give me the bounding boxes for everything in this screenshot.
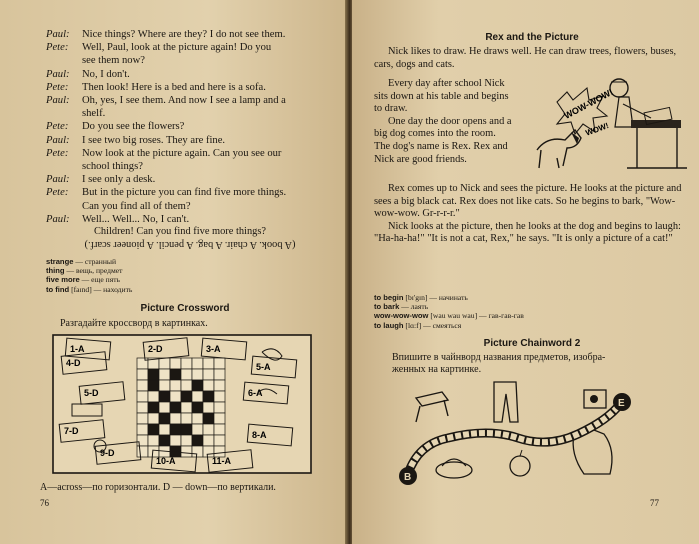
- dialogue-row: [46, 68, 336, 81]
- story-intro: [374, 46, 688, 71]
- speaker: Paul:: [46, 68, 70, 80]
- speaker: Pete:: [46, 147, 69, 159]
- vocab-list-right: [374, 293, 524, 330]
- vocab-item: to begin [bɪ'gɪn] — начинать: [374, 293, 468, 302]
- vocab-list-left: [46, 257, 132, 294]
- clue-label: 11-A: [212, 456, 232, 466]
- line-text: Do you see the flowers?: [82, 121, 185, 133]
- dialogue-row: [46, 173, 336, 186]
- chain-start-letter: B: [404, 472, 412, 483]
- crossword-cell: [214, 391, 225, 402]
- crossword-cell: [181, 358, 192, 369]
- crossword-cell: [181, 369, 192, 380]
- crossword-cell: [137, 369, 148, 380]
- line: [82, 186, 336, 212]
- vocab-item: thing — вещь, предмет: [46, 266, 123, 276]
- trousers-icon: [494, 382, 518, 422]
- bark-text-small: WOW!: [584, 121, 610, 138]
- crossword-cell: [137, 402, 148, 413]
- line-text: But in the picture you can find five more things.: [82, 187, 287, 199]
- vocab-item: to laugh [lɑ:f] — смеяться: [374, 320, 462, 330]
- crossword-cell: [170, 380, 181, 391]
- crossword-cell: [181, 413, 192, 424]
- crossword-cell: [148, 380, 159, 391]
- speaker: Paul:: [46, 95, 70, 107]
- story-paragraph: Every day after school Nick sits down at his table and begins to draw.: [374, 78, 509, 115]
- page-number-left: 76: [40, 498, 49, 508]
- clue-label: 5-D: [84, 388, 99, 398]
- line-text: Well... Well... No, I can't.: [82, 213, 190, 225]
- dialogue-row: [46, 186, 336, 212]
- crossword-cell: [137, 424, 148, 435]
- crossword-cell: [203, 402, 214, 413]
- clue-label: 9-D: [100, 448, 115, 458]
- crossword-cell: [192, 369, 203, 380]
- crossword-cell: [148, 369, 159, 380]
- crossword-cell: [181, 380, 192, 391]
- crossword-cell: [159, 402, 170, 413]
- crossword-grid: [137, 358, 225, 457]
- crossword-cell: [203, 413, 214, 424]
- line: [82, 94, 336, 120]
- dialogue-row: [46, 94, 336, 120]
- crossword-cell: [181, 391, 192, 402]
- line-text: No, I don't.: [82, 68, 130, 80]
- speaker: Pete:: [46, 187, 69, 199]
- crossword-cell: [192, 413, 203, 424]
- clue-label: 7-D: [64, 426, 79, 436]
- crossword-cell: [214, 380, 225, 391]
- bark-text: WOW-WOW!: [562, 86, 615, 121]
- clue-label: 10-A: [156, 456, 176, 466]
- clue-label: 2-D: [148, 344, 163, 354]
- crossword-cell: [137, 380, 148, 391]
- crossword-cell: [148, 435, 159, 446]
- right-page: [352, 0, 699, 544]
- vocab-item: five more — еще пять: [46, 275, 120, 285]
- speaker: Paul:: [46, 29, 70, 40]
- line: [82, 120, 336, 133]
- crossword-cell: [170, 413, 181, 424]
- clue-label: 1-A: [70, 344, 85, 354]
- clue-label: 5-A: [256, 362, 271, 372]
- dialogue-row: [46, 213, 336, 226]
- crossword-cell: [214, 424, 225, 435]
- crossword-instruction: Разгадайте кроссворд в картинках.: [60, 318, 208, 329]
- closing-line: Children! Can you find five more things?: [94, 226, 266, 237]
- crossword-cell: [159, 391, 170, 402]
- clue-label: 8-A: [252, 430, 267, 440]
- crossword-cell: [148, 413, 159, 424]
- vocab-item: to find [faɪnd] — находить: [46, 284, 133, 294]
- story-paragraph: One day the door opens and a big dog comes into the room. The dog's name is Rex. Rex and Nick are good friends.: [374, 115, 512, 165]
- crossword-cell: [148, 391, 159, 402]
- crossword-cell: [159, 369, 170, 380]
- clue-label: 3-A: [206, 344, 221, 354]
- crossword-cell: [192, 391, 203, 402]
- line-text: see them now?: [82, 55, 145, 67]
- chainword-instruction: [392, 352, 692, 376]
- dialogue-row: [46, 41, 336, 67]
- crossword-title: Picture Crossword: [140, 303, 230, 314]
- speaker: Pete:: [46, 42, 69, 54]
- chainword-title: Picture Chainword 2: [483, 338, 581, 349]
- dialogue-row: [46, 28, 336, 41]
- clue-label: 4-D: [66, 358, 81, 368]
- speaker: Paul:: [46, 134, 70, 146]
- crossword-cell: [148, 424, 159, 435]
- crossword-cell: [148, 402, 159, 413]
- line-text: Can you find all of them?: [82, 200, 191, 212]
- chain-end-letter: E: [618, 398, 625, 409]
- line-text: Nice things? Where are they? I do not see them.: [82, 29, 286, 40]
- story-title: Rex and the Picture: [485, 32, 579, 43]
- crossword-cell: [159, 380, 170, 391]
- speaker: Pete:: [46, 81, 69, 93]
- crossword-cell: [192, 435, 203, 446]
- left-page: [0, 0, 347, 544]
- crossword-illustration: [52, 334, 312, 474]
- page-number-right: 77: [650, 498, 659, 508]
- line: [82, 41, 336, 67]
- crossword-cell: [170, 402, 181, 413]
- apple-icon: [510, 456, 530, 476]
- crossword-cell: [192, 402, 203, 413]
- clue-label: 6-A: [248, 388, 263, 398]
- line: [82, 81, 336, 94]
- crossword-cell: [159, 358, 170, 369]
- speaker: Pete:: [46, 121, 69, 133]
- line: [82, 68, 336, 81]
- instruction-line: женных на картинке.: [392, 364, 482, 375]
- line: [82, 28, 336, 41]
- crossword-cell: [203, 369, 214, 380]
- crossword-cell: [203, 391, 214, 402]
- line-text: Now look at the picture again. Can you see our: [82, 147, 282, 159]
- crossword-cell: [214, 402, 225, 413]
- line: [82, 173, 336, 186]
- vocab-item: strange — странный: [46, 257, 117, 266]
- story-paragraph: Nick likes to draw. He draws well. He can draw trees, flowers, buses, cars, dogs and cats.: [374, 46, 677, 70]
- crossword-cell: [192, 446, 203, 457]
- crossword-cell: [181, 435, 192, 446]
- line-text: Oh, yes, I see them. And now I see a lamp and a: [82, 95, 286, 107]
- line: [82, 134, 336, 147]
- chainword-illustration: [394, 378, 694, 498]
- line-text: Then look! Here is a bed and here is a sofa.: [82, 81, 266, 93]
- crossword-footer: A—across—по горизонтали. D — down—по вертикали.: [40, 482, 276, 493]
- crossword-cell: [214, 413, 225, 424]
- speaker: Paul:: [46, 174, 70, 186]
- dialogue-row: [46, 147, 336, 173]
- vocab-item: wow-wow-wow [wau wau wau] — гав-гав-гав: [374, 311, 524, 321]
- dialogue-row: [46, 134, 336, 147]
- stool-icon: [416, 392, 448, 422]
- story-rest: [374, 183, 688, 246]
- crossword-cell: [181, 402, 192, 413]
- crossword-cell: [203, 424, 214, 435]
- crossword-cell: [181, 424, 192, 435]
- line-text: shelf.: [82, 108, 106, 120]
- dialogue-row: [46, 81, 336, 94]
- vocab-item: to bark — лаять: [374, 302, 429, 312]
- story-paragraph: Rex comes up to Nick and sees the picture. He looks at the picture and sees a big black cat. Rex does not like cats. So he begins to bark, "Wow-wow-wow. Gr-r-r-r.": [374, 183, 682, 220]
- crossword-cell: [170, 435, 181, 446]
- crossword-cell: [170, 369, 181, 380]
- crossword-cell: [214, 369, 225, 380]
- story-narrow-column: [374, 78, 514, 166]
- line: [82, 147, 336, 173]
- crossword-cell: [170, 358, 181, 369]
- story-paragraph: Nick looks at the picture, then he looks at the dog and begins to laugh: "Ha-ha-ha!" "It is not a cat, Rex," he says. "It is only a picture of a cat!": [374, 220, 681, 245]
- crossword-cell: [159, 424, 170, 435]
- crossword-cell: [137, 391, 148, 402]
- line-text: I see only a desk.: [82, 174, 156, 186]
- line-text: school things?: [82, 161, 143, 173]
- crossword-cell: [181, 446, 192, 457]
- upside-down-answer: (A book. A chair. A bag. A pencil. A pioneer scarf.): [84, 239, 296, 250]
- crossword-cell: [203, 435, 214, 446]
- speaker: Paul:: [46, 213, 70, 225]
- crossword-cell: [214, 358, 225, 369]
- dialogue: [46, 28, 336, 226]
- crossword-cell: [159, 413, 170, 424]
- crossword-cell: [192, 424, 203, 435]
- line-text: Well, Paul, look at the picture again! Do you: [82, 42, 272, 54]
- crossword-cell: [170, 391, 181, 402]
- crossword-cell: [137, 413, 148, 424]
- crossword-cell: [192, 380, 203, 391]
- crossword-cell: [203, 380, 214, 391]
- line-text: I see two big roses. They are fine.: [82, 134, 226, 146]
- hat-icon: [436, 462, 472, 478]
- crossword-cell: [214, 435, 225, 446]
- crossword-cell: [159, 435, 170, 446]
- instruction-line: Впишите в чайнворд названия предметов, изобра-: [392, 352, 606, 363]
- boy-and-dog-illustration: [527, 70, 687, 180]
- line: [82, 213, 336, 226]
- crossword-cell: [203, 358, 214, 369]
- crossword-cell: [192, 358, 203, 369]
- crossword-cell: [170, 424, 181, 435]
- crossword-cell: [137, 435, 148, 446]
- dialogue-row: [46, 120, 336, 133]
- crossword-cell: [137, 446, 148, 457]
